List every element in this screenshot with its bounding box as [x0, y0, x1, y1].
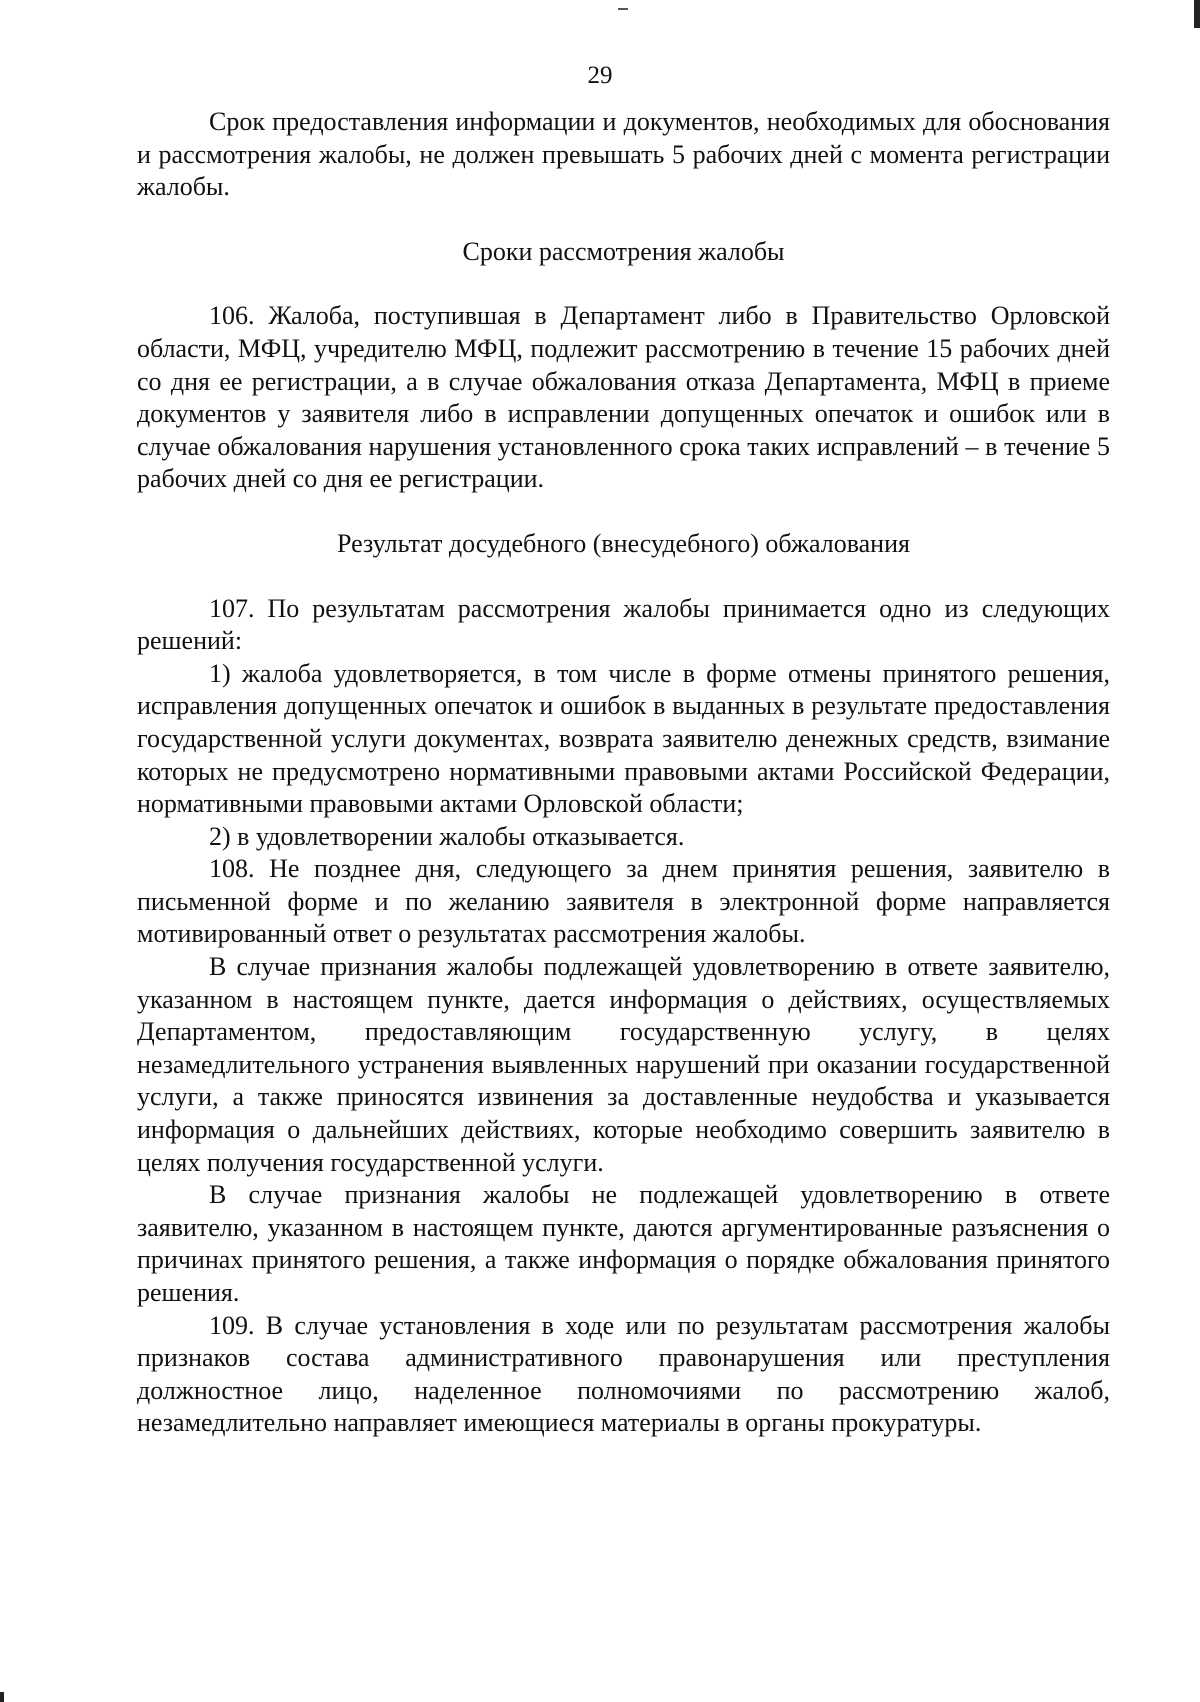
paragraph-109: 109. В случае установления в ходе или по результатам рассмотрения жалобы признаков состава административного правонарушения или преступления должностное лицо, наделенное полномочиями по рассмотрению жалоб, незамедлительно направляет имеющиеся материалы в органы прокуратуры. [137, 1310, 1110, 1438]
paragraph-107-item-2: 2) в удовлетворении жалобы отказывается. [209, 821, 685, 851]
section-heading-appeal-result: Результат досудебного (внесудебного) обжалования [337, 528, 910, 558]
paragraph-deadline-info: Срок предоставления информации и документов, необходимых для обоснования и рассмотрения жалобы, не должен превышать 5 рабочих дней с момента регистрации жалобы. [137, 107, 1110, 202]
page-number: 29 [587, 62, 613, 89]
scan-artifact-right-edge [1194, 0, 1200, 28]
document-body [137, 106, 1110, 1440]
paragraph-108-rejected: В случае признания жалобы не подлежащей удовлетворению в ответе заявителю, указанном в настоящем пункте, даются аргументированные разъяснения о причинах принятого решения, а также информация о порядке обжалования принятого решения. [137, 1180, 1110, 1307]
section-heading-review-terms: Сроки рассмотрения жалобы [462, 236, 785, 266]
paragraph-108-satisfied: В случае признания жалобы подлежащей удовлетворению в ответе заявителю, указанном в настоящем пункте, дается информация о действиях, осуществляемых Департаментом, предоставляющим государственную услугу, в целях незамедлительного устранения выявленных нарушений при оказании государственной услуги, а также приносятся извинения за доставленные неудобства и указывается информация о дальнейших действиях, которые необходимо совершить заявителю в целях получения государственной услуги. [137, 952, 1110, 1177]
spacer [137, 496, 1110, 528]
paragraph-106: 106. Жалоба, поступившая в Департамент либо в Правительство Орловской области, МФЦ, учредителю МФЦ, подлежит рассмотрению в течение 15 рабочих дней со дня ее регистрации, а в случае обжалования отказа Департамента, МФЦ в приеме документов у заявителя либо в исправлении допущенных опечаток и ошибок или в случае обжалования нарушения установленного срока таких исправлений – в течение 5 рабочих дней со дня ее регистрации. [137, 301, 1110, 494]
spacer [137, 204, 1110, 236]
scan-artifact-left-edge [0, 1692, 4, 1702]
paragraph-108: 108. Не позднее дня, следующего за днем принятия решения, заявителю в письменной форме и по желанию заявителя в электронной форме направляется мотивированный ответ о результатах рассмотрения жалобы. [137, 854, 1110, 949]
scan-artifact-top [618, 8, 628, 10]
paragraph-107: 107. По результатам рассмотрения жалобы принимается одно из следующих решений: [137, 593, 1110, 656]
spacer [137, 268, 1110, 300]
paragraph-107-item-1: 1) жалоба удовлетворяется, в том числе в форме отмены принятого решения, исправления допущенных опечаток и ошибок в выданных в результате предоставления государственной услуги документах, возврата заявителю денежных средств, взимание которых не предусмотрено нормативными правовыми актами Российской Федерации, нормативными правовыми актами Орловской области; [137, 658, 1110, 819]
spacer [137, 561, 1110, 593]
